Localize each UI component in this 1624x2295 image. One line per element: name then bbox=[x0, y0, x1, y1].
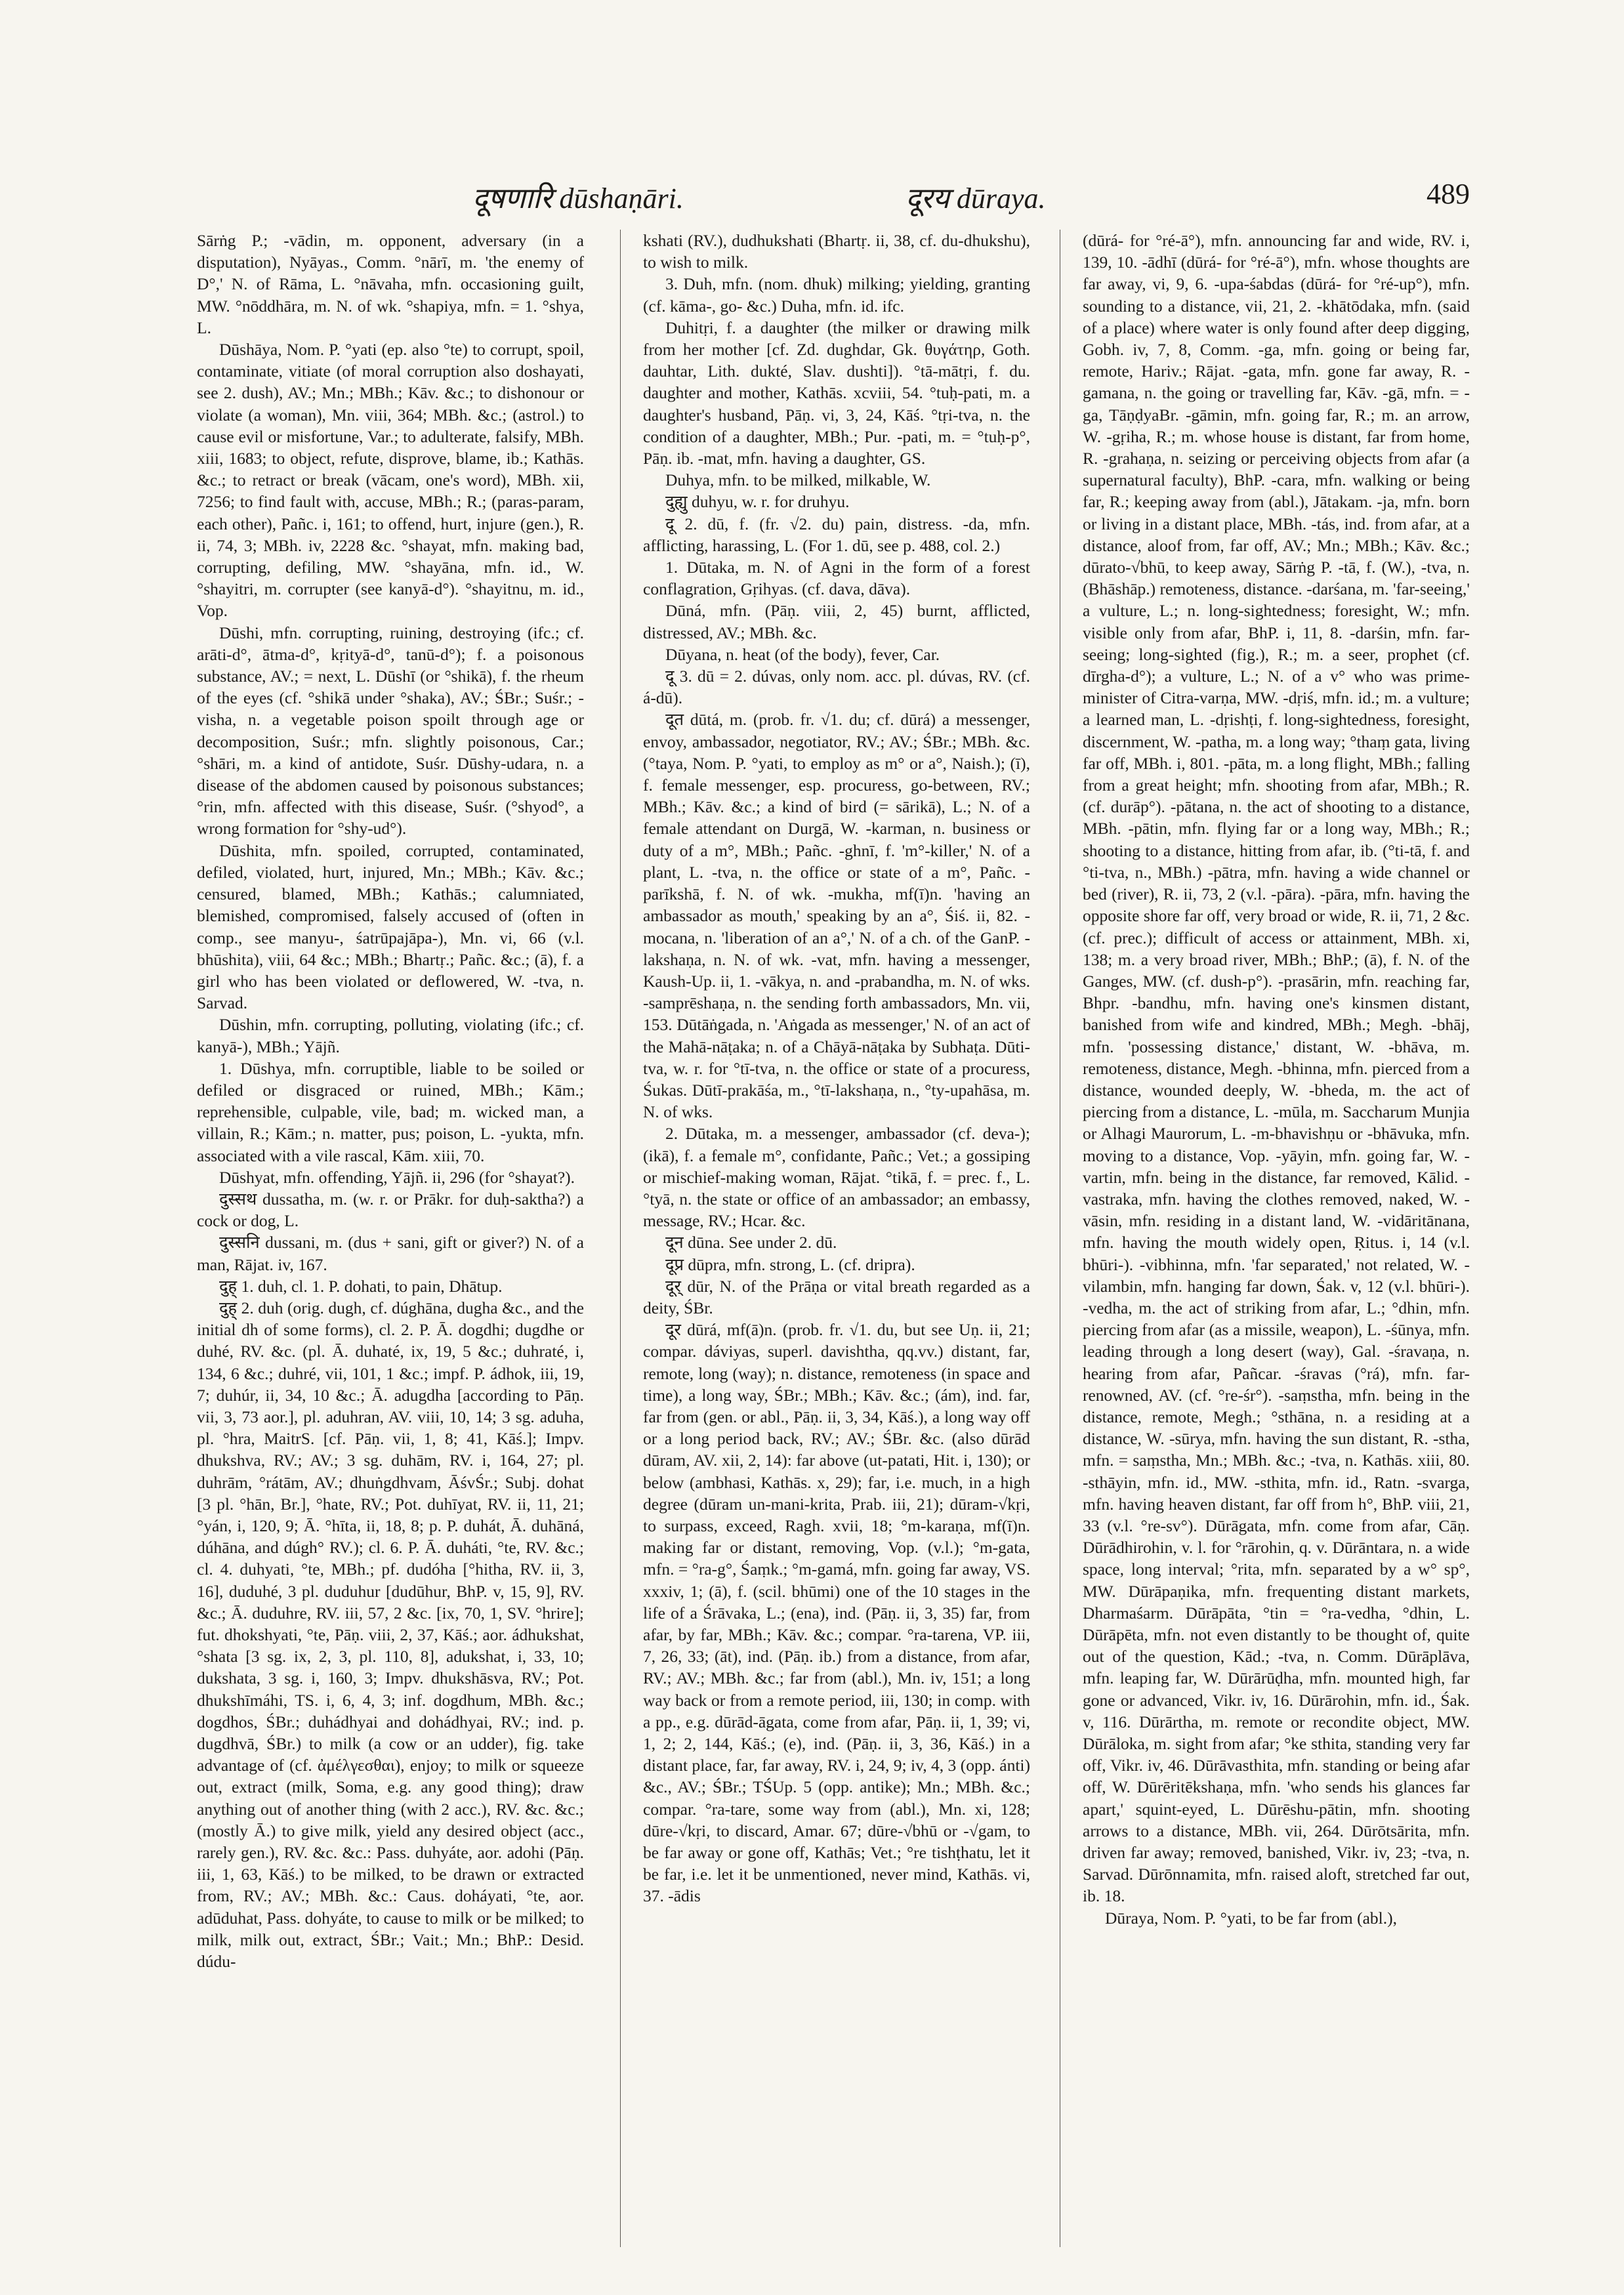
dictionary-entry: दुस्सनि dussani, m. (dus + sani, gift or giver?) N. of a man, Rājat. iv, 167. bbox=[197, 1233, 584, 1274]
dictionary-entry: Duhitṛi, f. a daughter (the milker or drawing milk from her mother [cf. Zd. dughdar, Gk. θυγάτηρ, Goth. dauhtar, Lith. dukté, Slav. dushti]). °tā-mātṛi, f. du. daughter and mother, Kathās. xcviii, 54. °tuḥ-pati, m. a daughter's husband, Pāṇ. vi, 3, 24, Kāś. °tṛi-tva, n. the condition of a daughter, MBh.; Pur. -pati, m. = °tuḥ-p°, Pāṇ. ib. -mat, mfn. having a daughter, GS. bbox=[643, 318, 1030, 468]
dictionary-entry: (dūrá- for °ré-ā°), mfn. announcing far and wide, RV. i, 139, 10. -ādhī (dūrá- for °ré-ā°), mfn. whose thoughts are far away, vi, 9, 6. -upa-śabdas (dūrá- for °ré-up°), mfn. sounding to a distance, vii, 21, 2. -khātōdaka, mfn. (said of a place) where water is only found after deep digging, Gobh. iv, 7, 8, Comm. -ga, mfn. going or being far, remote, Hariv.; Rājat. -gata, mfn. gone far away, R. -gamana, n. the going or travelling far, Kāv. -gā, mfn. = -ga, TāṇḍyaBr. -gāmin, mfn. going far, R.; m. an arrow, W. -gṛiha, R.; m. whose house is distant, far from home, R. -grahaṇa, n. seizing or perceiving objects from afar (a supernatural faculty), BhP. -cara, mfn. walking or being far, R.; keeping away from (abl.), Jātakam. -ja, mfn. born or living in a distant place, MBh. -tás, ind. from afar, at a distance, aloof from, far off, AV.; Mn.; MBh.; Kāv. &c.; dūrato-√bhū, to keep away, Sārṅg P. -tā, f. (W.), -tva, n. (Bhāshāp.) remoteness, distance. -darśana, m. 'far-seeing,' a vulture, L.; n. long-sightedness; foresight, W.; mfn. visible only from afar, BhP. i, 11, 8. -darśin, mfn. far-seeing; long-sighted (fig.), R.; m. a seer, prophet (cf. dīrgha-d°); a vulture, L.; N. of a v° who was prime-minister of Citra-varṇa, MW. -dṛiś, mfn. id.; m. a vulture; a learned man, L. -dṛishṭi, f. long-sightedness, foresight, discernment, W. -patha, m. a long way; °thaṃ gata, living far off, MBh. i, 801. -pāta, m. a long flight, MBh.; falling from a great height; mfn. shooting from afar, MBh.; R. (cf. durāp°). -pātana, n. the act of shooting to a distance, MBh. -pātin, mfn. flying far or a long way, MBh.; R.; shooting to a distance, hitting from afar, ib. (°ti-tā, f. and °ti-tva, n., MBh.) -pātra, mfn. having a wide channel or bed (river), R. ii, 73, 2 (v.l. -pāra). -pāra, mfn. having the opposite shore far off, very broad or wide, R. ii, 71, 2 &c. (cf. prec.); difficult of access or attainment, MBh. xi, 138; m. a very broad river, MBh.; BhP.; (ā), f. N. of the Ganges, MW. (cf. dush-p°). -prasārin, mfn. reaching far, Bhpr. -bandhu, mfn. having one's kinsmen distant, banished from wife and kindred, MBh.; Megh. -bhāj, mfn. 'possessing distance,' distant, W. -bhāva, m. remoteness, distance, Megh. -bhinna, mfn. pierced from a distance, wounded deeply, W. -bheda, m. the act of piercing from a distance, L. -mūla, m. Saccharum Munjia or Alhagi Maurorum, L. -m-bhavishṇu or -bhāvuka, mfn. moving to a distance, Vop. -yāyin, mfn. going far, W. -vartin, mfn. being in the distance, far removed, Kālid. -vastraka, mfn. having the clothes removed, naked, W. -vāsin, mfn. residing in a distant land, W. -vidāritānana, mfn. having the mouth widely open, Ṛitus. i, 14 (v.l. bhūri-). -vibhinna, mfn. 'far separated,' not related, W. -vilambin, mfn. hanging far down, Śak. v, 12 (v.l. bhūri-). -vedha, m. the act of striking from afar, L.; °dhin, mfn. piercing from afar (as a missile, weapon), L. -śūnya, mfn. leading through a long desert (way), Gal. -śravaṇa, n. hearing from afar, Pañcar. -śravas (°rá), mfn. far-renowned, AV. (cf. °re-śr°). -saṃstha, mfn. being in the distance, remote, Megh.; °sthāna, n. a residing at a distance, W. -sūrya, mfn. having the sun distant, R. -stha, mfn. = saṃstha, Mn.; MBh. &c.; -tva, n. Kathās. xiii, 80. -sthāyin, mfn. id., MW. -sthita, mfn. id., Ratn. -svarga, mfn. having heaven distant, far off from h°, BhP. viii, 21, 33 (v.l. °re-sv°). Dūrāgata, mfn. come from afar, Cāṇ. Dūrādhirohin, v. l. for °rārohin, q. v. Dūrāntara, n. a wide space, long interval; °rita, mfn. separated by a w° sp°, MW. Dūrāpaṇika, mfn. frequenting distant markets, Dharmaśarm. Dūrāpāta, °tin = °ra-vedha, °dhin, L. Dūrāpēta, mfn. not even distantly to be thought of, quite out of the question, Kād.; -tva, n. Comm. Dūrāplāva, mfn. leaping far, W. Dūrārūḍha, mfn. mounted high, far gone or advanced, Vikr. iv, 16. Dūrārohin, mfn. id., Śak. v, 116. Dūrārtha, m. remote or recondite object, MW. Dūrāloka, m. sight from afar; °ke sthita, standing very far off, Vikr. iv, 46. Dūrāvasthita, mfn. standing or being afar off, W. Dūrēritēkshaṇa, mfn. 'who sends his glances far apart,' squint-eyed, L. Dūrēshu-pātin, mfn. shooting arrows to a distance, MBh. vii, 264. Dūrōtsārita, mfn. driven far away; removed, banished, Vikr. iv, 23; -tva, n. Sarvad. Dūrōnnamita, mfn. raised aloft, stretched far out, ib. 18. bbox=[1083, 231, 1470, 1906]
dictionary-entry: Dūshi, mfn. corrupting, ruining, destroying (ifc.; cf. arāti-d°, ātma-d°, kṛityā-d°, tanū-d°); f. a poisonous substance, AV.; = next, L. Dūshī (or °shikā), f. the rheum of the eyes (cf. °shikā under °shaka), AV.; ŚBr.; Suśr.; -visha, n. a vegetable poison spoilt through age or decomposition, Suśr.; mfn. slightly poisonous, Car.; °shāri, m. a kind of antidote, Suśr. Dūshy-udara, n. a disease of the abdomen caused by poisonous substances; °rin, mfn. affected with this disease, Suśr. (°shyod°, a wrong formation for °shy-ud°). bbox=[197, 623, 584, 838]
dictionary-entry: दूर dūrá, mf(ā)n. (prob. fr. √1. du, but see Uṇ. ii, 21; compar. dáviyas, superl. davishtha, qq.vv.) distant, far, remote, long (way); n. distance, remoteness (in space and time), a long way, ŚBr.; MBh.; Kāv. &c.; (ám), ind. far, far from (gen. or abl., Pāṇ. ii, 3, 34, Kāś.), a long way off or a long period back, RV.; AV.; ŚBr. &c. (also dūrād dūram, AV. xii, 2, 14): far above (ut-patati, Hit. i, 130); or below (ambhasi, Kathās. x, 29); far, i.e. much, in a high degree (dūram un-mani-krita, Prab. iii, 21); dūram-√kṛi, to surpass, exceed, Ragh. xvii, 18; °m-karaṇa, mf(ī)n. making far or distant, removing, Vop. (v.l.); °m-gata, mfn. = °ra-g°, Śaṃk.; °m-gamá, mfn. going far away, VS. xxxiv, 1; (ā), f. (scil. bhūmi) one of the 10 stages in the life of a Śrāvaka, L.; (ena), ind. (Pāṇ. ii, 3, 35) far, from afar, by far, MBh.; Kāv. &c.; compar. °ra-tarena, VP. iii, 7, 26, 33; (āt), ind. (Pāṇ. ib.) from a distance, from afar, RV.; AV.; MBh. &c.; far from (abl.), Mn. iv, 151; a long way back or from a remote period, iii, 130; in comp. with a pp., e.g. dūrād-āgata, come from afar, Pāṇ. ii, 1, 39; vi, 1, 2; 2, 144, Kāś.; (e), ind. (Pāṇ. ii, 3, 36, Kāś.) in a distant place, far, far away, RV. i, 24, 9; iv, 4, 3 (opp. ánti) &c., AV.; ŚBr.; TŚUp. 5 (opp. antike); Mn.; MBh. &c.; compar. °ra-tare, some way from (abl.), Mn. xi, 128; dūre-√kṛi, to discard, Amar. 67; dūre-√bhū or -√gam, to be far away or gone off, Kathās; Vet.; °re tishṭhatu, let it be far, i.e. let it be unmentioned, never mind, Kathās. vi, 37. -ādis bbox=[643, 1320, 1030, 1906]
dictionary-entry: 2. Dūtaka, m. a messenger, ambassador (cf. deva-); (ikā), f. a female m°, confidante, Pañc.; Vet.; a gossiping or mischief-making woman, Rājat. °tikā, f. = prec. f., L. °tyā, n. the state or office of an ambassador; an embassy, message, RV.; Hcar. &c. bbox=[643, 1124, 1030, 1231]
dictionary-entry: Dūshita, mfn. spoiled, corrupted, contaminated, defiled, violated, hurt, injured, Mn.; MBh.; Kāv. &c.; censured, blamed, MBh.; Kathās.; calumniated, blemished, compromised, falsely accused of (often in comp., see manyu-, śatrūpajāpa-), Mn. vi, 66 (v.l. bhūshita), viii, 64 &c.; MBh.; Bhartṛ.; Pañc. &c.; (ā), f. a girl who has been violated or deflowered, W. -tva, n. Sarvad. bbox=[197, 840, 584, 1013]
dictionary-entry: Dūshin, mfn. corrupting, polluting, violating (ifc.; cf. kanyā-), MBh.; Yājñ. bbox=[197, 1015, 584, 1056]
dictionary-entry: Dūshyat, mfn. offending, Yājñ. ii, 296 (for °shayat?). bbox=[219, 1167, 575, 1187]
dictionary-entry: दूत dūtá, m. (prob. fr. √1. du; cf. dūrá) a messenger, envoy, ambassador, negotiator, RV.; AV.; ŚBr.; MBh. &c. (°taya, Nom. P. °yati, to employ as m° or a°, Naish.); (ī), f. female messenger, esp. procuress, go-between, RV.; MBh.; Kāv. &c.; a kind of bird (= sārikā), L.; N. of a female attendant on Durgā, W. -karman, n. business or duty of a m°, MBh.; Pañc. -ghnī, f. 'm°-killer,' N. of a plant, L. -tva, n. the office or state of a m°, Pañc. -parīkshā, f. N. of wk. -mukha, mf(ī)n. 'having an ambassador as mouth,' speaking by an a°, Śiś. ii, 82. -mocana, n. 'liberation of an a°,' N. of a ch. of the GanP. -lakshaṇa, n. N. of wk. -vat, mfn. having a messenger, Kaush-Up. ii, 1. -vākya, n. and -prabandha, m. N. of wks. -samprēshaṇa, n. the sending forth ambassadors, Mn. vii, 153. Dūtāṅgada, n. 'Aṅgada as messenger,' N. of an act of the Mahā-nāṭaka; n. of a Chāyā-nāṭaka by Subhaṭa. Dūti-tva, w. r. for °tī-tva, n. the office or state of a procuress, Śukas. Dūtī-prakāśa, m., °tī-lakshaṇa, n., °ty-upahāsa, m. N. of wks. bbox=[643, 710, 1030, 1122]
dictionary-entry: 3. Duh, mfn. (nom. dhuk) milking; yielding, granting (cf. kāma-, go- &c.) Duha, mfn. id. ifc. bbox=[643, 274, 1030, 316]
dictionary-column-1 bbox=[197, 230, 584, 2250]
dictionary-entry: दुस्सथ dussatha, m. (w. r. or Prākr. for duḥ-saktha?) a cock or dog, L. bbox=[197, 1189, 584, 1231]
dictionary-entry: 1. Dūtaka, m. N. of Agni in the form of a forest conflagration, Gṛihyas. (cf. dava, dāva). bbox=[643, 558, 1030, 599]
dictionary-entry: दू 3. dū = 2. dúvas, only nom. acc. pl. dúvas, RV. (cf. á-dū). bbox=[643, 667, 1030, 708]
dictionary-column-3 bbox=[1083, 230, 1470, 2250]
dictionary-entry: दुह्यु duhyu, w. r. for druhyu. bbox=[665, 492, 850, 512]
page-number: 489 bbox=[1426, 178, 1470, 210]
dictionary-entry: दूर् dūr, N. of the Prāṇa or vital breath regarded as a deity, ŚBr. bbox=[643, 1276, 1030, 1317]
column-divider bbox=[620, 230, 621, 2247]
dictionary-entry: Sārṅg P.; -vādin, m. opponent, adversary (in a disputation), Nyāyas., Comm. °nārī, m. 'the enemy of D°,' N. of Rāma, L. °nāvaha, mfn. occasioning guilt, MW. °nōddhāra, m. N. of wk. °shapiya, mfn. = 1. °shya, L. bbox=[197, 231, 584, 337]
header-left-guideword: दूषणारि dūshaṇāri. bbox=[472, 182, 684, 215]
dictionary-entry: Dūyana, n. heat (of the body), fever, Car. bbox=[665, 644, 940, 664]
dictionary-entry: Dūná, mfn. (Pāṇ. viii, 2, 45) burnt, afflicted, distressed, AV.; MBh. &c. bbox=[643, 601, 1030, 642]
dictionary-entry: Dūshāya, Nom. P. °yati (ep. also °te) to corrupt, spoil, contaminate, vitiate (of moral corruption also doshayati, see 2. dush), AV.; Mn.; MBh.; Kāv. &c.; to dishonour or violate (a woman), Mn. viii, 364; MBh. &c.; (astrol.) to cause evil or misfortune, Var.; to adulterate, falsify, MBh. xiii, 1683; to object, refute, disprove, blame, ib.; Kathās. &c.; to retract or break (vācam, one's word), MBh. xii, 7256; to find fault with, accuse, MBh.; R.; (paras-param, each other), Pañc. i, 161; to offend, hurt, injure (gen.), R. ii, 74, 3; MBh. iv, 2228 &c. °shayat, mfn. making bad, corrupting, defiling, MW. °shayāna, mfn. id., W. °shayitri, m. corrupter (see kanyā-d°). °shayitnu, m. id., Vop. bbox=[197, 340, 584, 621]
header-right-guideword: दूरय dūraya. bbox=[906, 182, 1046, 215]
dictionary-column-2 bbox=[643, 230, 1030, 2250]
dictionary-entry: kshati (RV.), dudhukshati (Bhartṛ. ii, 38, cf. du-dhukshu), to wish to milk. bbox=[643, 231, 1030, 272]
dictionary-entry: Duhya, mfn. to be milked, milkable, W. bbox=[665, 470, 931, 490]
dictionary-entry: Dūraya, Nom. P. °yati, to be far from (abl.), bbox=[1105, 1908, 1397, 1928]
dictionary-entry: दुह् 1. duh, cl. 1. P. dohati, to pain, Dhātup. bbox=[219, 1276, 503, 1296]
dictionary-entry: दुह् 2. duh (orig. dugh, cf. dúghāna, dugha &c., and the initial dh of some forms), cl. 2. P. Ā. dogdhi; dugdhe or duhé, RV. &c. (pl. Ā. duhaté, ix, 19, 5 &c.; duhraté, i, 134, 6 &c.; duhré, vii, 101, 1 &c.; impf. P. ádhok, iii, 19, 7; duhúr, ii, 34, 10 &c.; Ā. adugdha [according to Pāṇ. vii, 3, 73 aor.], pl. aduhran, AV. viii, 10, 14; 3 sg. aduha, pl. °hra, MaitrS. [cf. Pāṇ. vii, 1, 8; 41, Kāś.]; Impv. dhukshva, RV.; AV.; 3 sg. duhām, RV. i, 164, 27; pl. duhrām, °rátām, AV.; dhuṅgdhvam, ĀśvŚr.; Subj. dohat [3 pl. °hān, Br.], °hate, RV.; Pot. duhīyat, RV. ii, 11, 21; °yán, i, 120, 9; Ā. °hīta, ii, 18, 8; p. P. duhát, Ā. duhāná, dúhāna, and dúgh° RV.); cl. 6. P. Ā. duháti, °te, RV. &c.; cl. 4. duhyati, °te, MBh.; pf. dudóha [°hitha, RV. ii, 3, 16], duduhé, 3 pl. duduhur [dudūhur, BhP. v, 15, 9], RV. &c.; Ā. duduhre, RV. iii, 57, 2 &c. [ix, 70, 1, SV. °hrire]; fut. dhokshyati, °te, Pāṇ. viii, 2, 37, Kāś.; aor. ádhukshat, °shata [3 sg. ix, 2, 3, pl. 110, 8], adukshat, i, 33, 10; dukshata, 3 sg. i, 160, 3; Impv. dhukshāsva, RV.; Pot. dhukshīmáhi, TS. i, 6, 4, 3; inf. dogdhum, MBh. &c.; dogdhos, ŚBr.; duhádhyai and dohádhyai, RV.; ind. p. dugdhvā, ŚBr.) to milk (a cow or an udder), fig. take advantage of (cf. ἀμέλγεσθαι), enjoy; to milk or squeeze out, extract (milk, Soma, e.g. any good thing); draw anything out of another thing (with 2 acc.), RV. &c. &c.; (mostly Ā.) to give milk, yield any desired object (acc., rarely gen.), RV. &c. &c.: Pass. duhyáte, aor. adohi (Pāṇ. iii, 1, 63, Kāś.) to be milked, to be drawn or extracted from, RV.; AV.; MBh. &c.: Caus. doháyati, °te, aor. adūduhat, Pass. dohyáte, to cause to milk or be milked; to milk, milk out, extract, ŚBr.; Vait.; Mn.; BhP.: Desid. dúdu- bbox=[197, 1298, 584, 1972]
dictionary-entry: 1. Dūshya, mfn. corruptible, liable to be soiled or defiled or disgraced or ruined, MBh.; Kām.; reprehensible, culpable, vile, bad; m. wicked man, a villain, R.; Kām.; n. matter, pus; poison, L. -yukta, mfn. associated with a vile rascal, Kām. xiii, 70. bbox=[197, 1058, 584, 1165]
running-head bbox=[197, 177, 1470, 223]
dictionary-entry: दूप्र dūpra, mfn. strong, L. (cf. dripra). bbox=[665, 1254, 915, 1274]
dictionary-entry: दून dūna. See under 2. dū. bbox=[665, 1233, 837, 1252]
dictionary-entry: दू 2. dū, f. (fr. √2. du) pain, distress. -da, mfn. afflicting, harassing, L. (For 1. dū, see p. 488, col. 2.) bbox=[643, 514, 1030, 555]
